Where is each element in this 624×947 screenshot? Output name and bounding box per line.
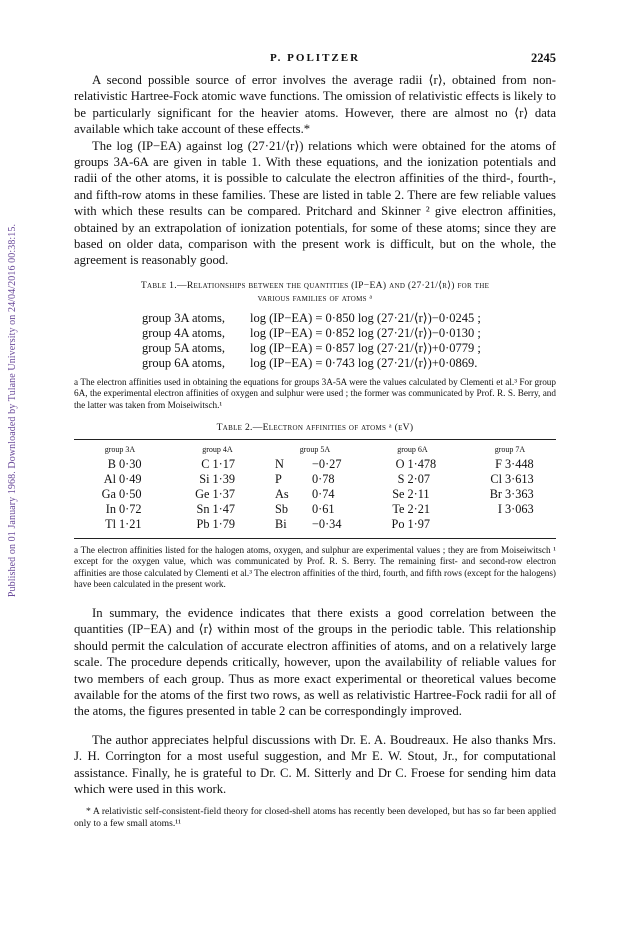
equation-row <box>142 311 556 326</box>
table2-cell <box>172 457 264 472</box>
affinity-value: 0·61 <box>312 502 335 517</box>
equation-row <box>142 341 556 356</box>
affinity-value: 2·21 <box>407 502 431 517</box>
element-symbol: O <box>395 456 405 471</box>
element-symbol: P <box>275 471 282 486</box>
element-symbol: Cl <box>490 471 502 486</box>
table1-title-line1: Table 1.—Relationships between the quantities (IP−EA) and (27·21/⟨r⟩) for the <box>140 279 490 291</box>
element-symbol: Si <box>199 471 210 486</box>
table1-equations <box>142 311 556 371</box>
table2 <box>74 443 556 533</box>
table2-top-rule <box>74 439 556 440</box>
affinity-value: 1·478 <box>407 456 437 471</box>
paragraph-summary: In summary, the evidence indicates that there exists a good correlation between the quantities (IP−EA) and ⟨r⟩ within most of the groups in the periodic table. This relationship should permit the calculation of accurate electron affinities of atoms, and on a relatively large scale. The procedure depends critically, however, upon the availability of reliable values for two members of each group. Thus as more exact experimental or theoretical values become available for the atoms of the first two rows, as well as relativistic Hartree-Fock radii for all of the atoms, the figures presented in table 2 can be correspondingly improved. <box>74 606 556 719</box>
equation-row <box>142 356 556 371</box>
table2-column <box>172 443 264 533</box>
table2-column <box>269 443 361 533</box>
table2-cell <box>269 517 361 532</box>
download-note: Published on 01 January 1968. Downloaded by Tulane University on 24/04/2016 00:38:15. <box>7 223 19 597</box>
table2-cell <box>464 457 556 472</box>
affinity-value: 1·47 <box>212 502 236 517</box>
download-watermark <box>2 150 24 670</box>
table2-cell <box>367 502 459 517</box>
table1-title <box>74 279 556 305</box>
table2-cell <box>74 472 166 487</box>
equation: log (IP−EA) = 0·852 log (27·21/⟨r⟩)−0·0130 ; <box>250 325 481 340</box>
affinity-value: −0·34 <box>312 517 342 532</box>
paragraph-results: The log (IP−EA) against log (27·21/⟨r⟩) relations which were obtained for the atoms of groups 3A-6A are given in table 1. With these equations, and the ionization potentials and radii of the other atoms, it is possible to calculate the electron affinities of the third-, fourth-, and fifth-row atoms in these families. These are listed in table 2. There are few reliable values with which these results can be compared. Pritchard and Skinner ² give electron affinities, obtained by an extrapolation of ionization potentials, for some of these atoms; since they are based on older data, comparison with the present work is difficult, but on the whole, the agreement is reasonably good. <box>74 138 556 268</box>
equation-group: group 3A atoms, <box>142 310 225 325</box>
element-symbol: Sn <box>196 502 210 517</box>
table2-column-header: group 6A <box>397 444 428 454</box>
table2-title: Table 2.—Electron affinities of atoms ᵃ (eV) <box>216 421 414 433</box>
paragraph-relativistic: A second possible source of error involves the average radii ⟨r⟩, obtained from non-relativistic Hartree-Fock atomic wave functions. The omission of relativistic effects is likely to be particularly significant for the heavier atoms. However, there are almost no ⟨r⟩ data available which take account of these effects.* <box>74 73 556 137</box>
running-header <box>74 52 556 72</box>
table2-cell <box>464 472 556 487</box>
affinity-value: 3·613 <box>505 471 534 486</box>
table2-cell <box>74 517 166 532</box>
element-symbol: Po <box>391 517 405 532</box>
page-number: 2245 <box>531 51 556 65</box>
table2-column-header: group 5A <box>299 444 331 454</box>
equation: log (IP−EA) = 0·850 log (27·21/⟨r⟩)−0·0245 ; <box>250 310 481 325</box>
table2-cell <box>172 502 264 517</box>
table2-cell <box>269 457 361 472</box>
affinity-value: 2·11 <box>407 487 430 502</box>
table2-cell <box>172 472 264 487</box>
table2-cell <box>464 487 556 502</box>
element-symbol: Sb <box>275 502 288 517</box>
affinity-value: 0·78 <box>312 471 335 486</box>
affinity-value: 1·79 <box>212 517 236 532</box>
table2-bottom-rule <box>74 538 556 539</box>
table2-column-header: group 4A <box>202 444 233 454</box>
affinity-value: 0·50 <box>119 487 142 502</box>
table2-column-header: group 7A <box>494 444 526 454</box>
affinity-value: 0·74 <box>312 487 335 502</box>
element-symbol: Bi <box>275 517 287 532</box>
table2-cell <box>367 457 459 472</box>
affinity-value: 1·97 <box>407 517 431 532</box>
element-symbol: N <box>275 456 284 471</box>
equation-row <box>142 326 556 341</box>
table2-cell <box>172 487 264 502</box>
table2-column <box>367 443 459 533</box>
element-symbol: Ga <box>101 487 116 502</box>
equation: log (IP−EA) = 0·743 log (27·21/⟨r⟩)+0·0869. <box>250 355 478 370</box>
affinity-value: 1·17 <box>212 456 236 471</box>
element-symbol: Pb <box>196 517 210 532</box>
table2-cell <box>367 487 459 502</box>
table2-cell <box>269 472 361 487</box>
element-symbol: Se <box>392 487 405 502</box>
element-symbol: B <box>107 456 116 471</box>
table2-cell <box>367 472 459 487</box>
table2-cell <box>464 502 556 517</box>
element-symbol: In <box>105 502 116 517</box>
equation-group: group 5A atoms, <box>142 340 225 355</box>
affinity-value: 0·72 <box>119 502 142 517</box>
table1-note: a The electron affinities used in obtaining the equations for groups 3A-5A were the values calculated by Clementi et al.³ For group 6A, the experimental electron affinities of oxygen and sulphur were used ; the former was communicated by Prof. R. S. Berry, and the latter was taken from Moiseiwitsch.¹ <box>74 376 556 411</box>
table2-column <box>464 443 556 533</box>
table2-column <box>74 443 166 533</box>
element-symbol: Tl <box>105 517 116 532</box>
paragraph-acknowledgements: The author appreciates helpful discussions with Dr. E. A. Boudreaux. He also thanks Mrs. J. H. Corrington for a most useful suggestion, and Mr E. W. Stout, Jr., for computational assistance. Finally, he is grateful to Dr. C. M. Sitterly and Dr C. Froese for sending him data which were used in this work. <box>74 732 556 797</box>
element-symbol: F <box>495 456 502 471</box>
running-author: P. POLITZER <box>269 52 361 64</box>
affinity-value: 0·30 <box>119 456 142 471</box>
element-symbol: S <box>397 471 405 486</box>
element-symbol: C <box>201 456 210 471</box>
affinity-value: 2·07 <box>407 471 431 486</box>
table2-note: a The electron affinities listed for the halogen atoms, oxygen, and sulphur are experimental values ; they are from Moiseiwitsch ¹ except for the oxygen value, which was communicated by Prof. R. S. Berry. The remaining first- and second-row electron affinities are those calculated by Clementi et al.³ The electron affinities of the third, fourth, and fifth rows (except for the halogens) have been calculated in the present work. <box>74 544 556 590</box>
table2-cell <box>269 487 361 502</box>
equation: log (IP−EA) = 0·857 log (27·21/⟨r⟩)+0·0779 ; <box>250 340 481 355</box>
table1-title-line2: various families of atoms ᵃ <box>257 292 373 304</box>
table2-cell <box>172 517 264 532</box>
affinity-value: 1·37 <box>212 487 236 502</box>
equation-group: group 6A atoms, <box>142 355 225 370</box>
affinity-value: 3·063 <box>505 502 534 517</box>
affinity-value: 3·448 <box>505 456 534 471</box>
affinity-value: 0·49 <box>119 471 142 486</box>
table2-cell <box>74 487 166 502</box>
equation-group: group 4A atoms, <box>142 325 225 340</box>
table2-column-header: group 3A <box>104 444 136 454</box>
table2-cell <box>269 502 361 517</box>
element-symbol: Br <box>489 487 502 502</box>
table2-cell <box>367 517 459 532</box>
element-symbol: I <box>497 502 502 517</box>
table2-cell <box>74 502 166 517</box>
affinity-value: −0·27 <box>312 456 342 471</box>
element-symbol: Te <box>392 502 405 517</box>
affinity-value: 1·21 <box>119 517 142 532</box>
affinity-value: 1·39 <box>212 471 236 486</box>
element-symbol: As <box>275 487 289 502</box>
page <box>74 52 556 830</box>
element-symbol: Al <box>103 471 116 486</box>
element-symbol: Ge <box>195 487 210 502</box>
affinity-value: 3·363 <box>505 487 534 502</box>
footnote: * A relativistic self-consistent-field theory for closed-shell atoms has recently been developed, but has so far been applied only to a few small atoms.¹¹ <box>74 805 556 829</box>
table2-cell <box>74 457 166 472</box>
